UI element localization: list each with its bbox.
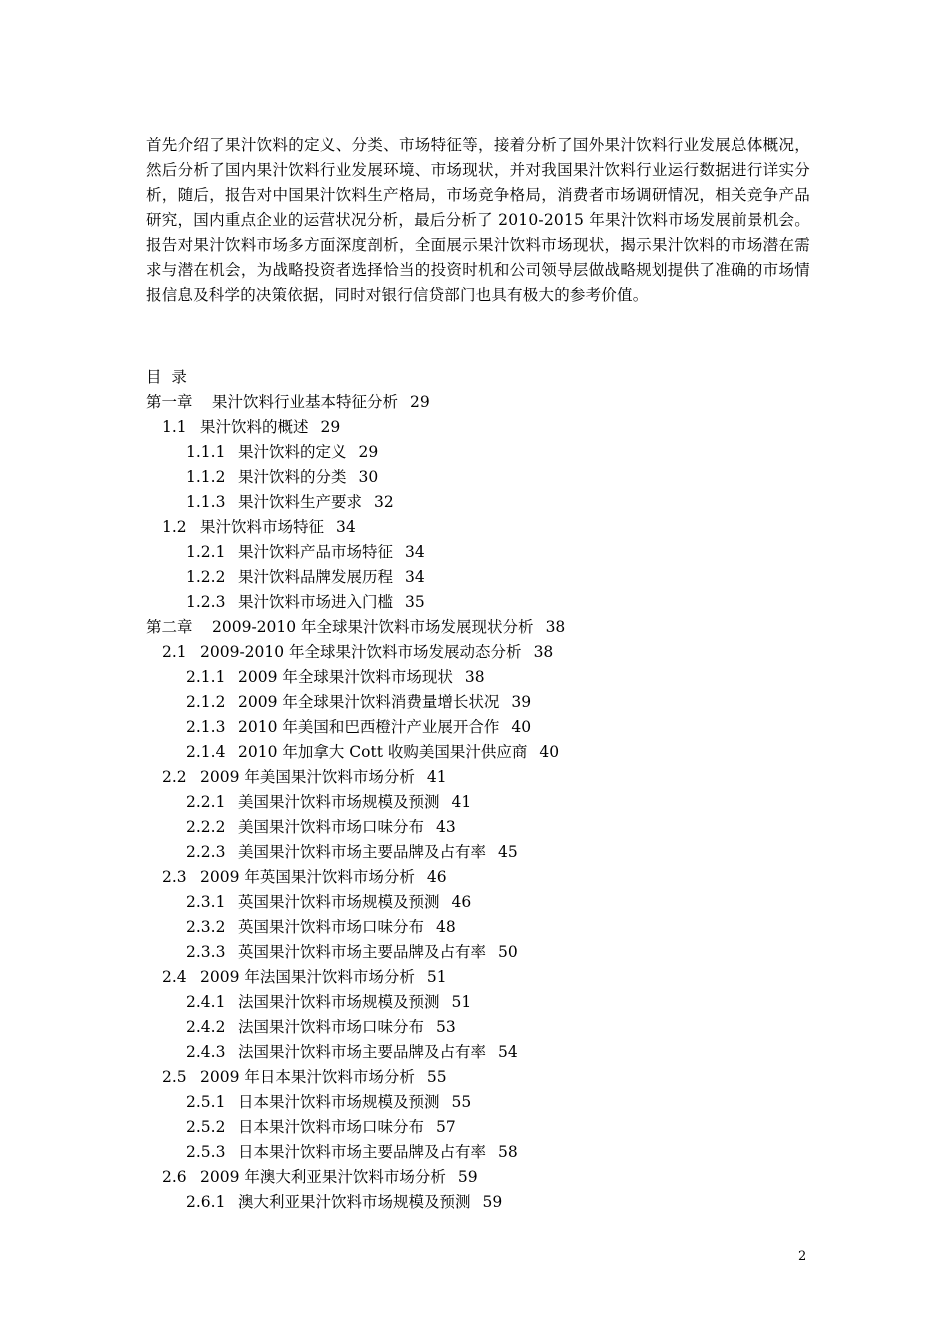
toc-entry-title: 澳大利亚果汁饮料市场规模及预测 bbox=[238, 1193, 471, 1211]
toc-entry-number: 2.6.1 bbox=[186, 1193, 226, 1211]
toc-entry-number: 2.4.2 bbox=[186, 1018, 226, 1036]
toc-entry-page: 46 bbox=[451, 893, 472, 911]
toc-entry-number: 第一章 bbox=[146, 393, 193, 411]
toc-entry-number: 2.5 bbox=[162, 1068, 187, 1086]
toc-entry-page: 48 bbox=[436, 918, 456, 936]
toc-entry-title: 2009-2010 年全球果汁饮料市场发展现状分析 bbox=[212, 618, 534, 636]
toc-entry[interactable] bbox=[146, 890, 806, 915]
toc-entry[interactable] bbox=[146, 690, 806, 715]
toc-entry-title: 美国果汁饮料市场口味分布 bbox=[238, 818, 425, 836]
toc-entry-page: 43 bbox=[436, 818, 456, 836]
toc-entry[interactable] bbox=[146, 540, 806, 565]
toc-entry-title: 美国果汁饮料市场规模及预测 bbox=[238, 793, 440, 811]
toc-entry[interactable] bbox=[146, 665, 806, 690]
toc-entry-page: 29 bbox=[410, 393, 430, 411]
toc-entry[interactable] bbox=[146, 565, 806, 590]
toc-entry-title: 2009 年日本果汁饮料市场分析 bbox=[200, 1068, 415, 1086]
toc-entry-page: 40 bbox=[511, 718, 532, 736]
toc-entry-title: 果汁饮料市场进入门槛 bbox=[238, 593, 394, 611]
toc-entry-title: 果汁饮料的定义 bbox=[238, 443, 347, 461]
toc-list bbox=[146, 390, 806, 1215]
toc-entry[interactable] bbox=[146, 490, 806, 515]
toc-entry-number: 2.1.4 bbox=[186, 743, 226, 761]
toc-entry-number: 2.3.1 bbox=[186, 893, 226, 911]
toc-entry-title: 果汁饮料品牌发展历程 bbox=[238, 568, 394, 586]
toc-entry[interactable] bbox=[146, 940, 806, 965]
toc-entry-page: 29 bbox=[320, 418, 341, 436]
toc-entry[interactable] bbox=[146, 740, 806, 765]
toc-entry-number: 2.3.3 bbox=[186, 943, 226, 961]
toc-entry-page: 34 bbox=[405, 568, 425, 586]
toc-entry-page: 30 bbox=[358, 468, 379, 486]
toc-entry-page: 59 bbox=[457, 1168, 478, 1186]
toc-entry-number: 2.3.2 bbox=[186, 918, 226, 936]
toc-entry-title: 法国果汁饮料市场主要品牌及占有率 bbox=[238, 1043, 487, 1061]
toc-entry[interactable] bbox=[146, 765, 806, 790]
toc-entry-title: 果汁饮料的概述 bbox=[200, 418, 309, 436]
toc-entry-page: 38 bbox=[464, 668, 485, 686]
toc-entry[interactable] bbox=[146, 1190, 806, 1215]
toc-entry-page: 55 bbox=[426, 1068, 447, 1086]
toc-entry[interactable] bbox=[146, 615, 806, 640]
page-number: 2 bbox=[798, 1249, 807, 1264]
toc-entry-number: 2.1.3 bbox=[186, 718, 226, 736]
toc-entry-page: 59 bbox=[482, 1193, 503, 1211]
toc-entry[interactable] bbox=[146, 1140, 806, 1165]
toc-entry-title: 2009 年美国果汁饮料市场分析 bbox=[200, 768, 415, 786]
toc-entry-number: 2.5.3 bbox=[186, 1143, 226, 1161]
toc-title: 目 录 bbox=[146, 368, 187, 386]
toc-entry-title: 2009 年全球果汁饮料市场现状 bbox=[238, 668, 453, 686]
toc-entry-title: 果汁饮料市场特征 bbox=[200, 518, 325, 536]
toc-entry-title: 日本果汁饮料市场主要品牌及占有率 bbox=[238, 1143, 487, 1161]
toc-entry-number: 1.1.3 bbox=[186, 493, 226, 511]
toc-entry-number: 1.1.2 bbox=[186, 468, 226, 486]
toc-entry[interactable] bbox=[146, 1040, 806, 1065]
toc-entry-title: 英国果汁饮料市场口味分布 bbox=[238, 918, 425, 936]
toc-entry[interactable] bbox=[146, 815, 806, 840]
toc-entry-title: 美国果汁饮料市场主要品牌及占有率 bbox=[238, 843, 487, 861]
toc-entry-number: 2.2.1 bbox=[186, 793, 226, 811]
toc-entry-page: 51 bbox=[451, 993, 472, 1011]
toc-entry-number: 1.1 bbox=[162, 418, 187, 436]
toc-entry[interactable] bbox=[146, 390, 806, 415]
toc-entry-title: 果汁饮料产品市场特征 bbox=[238, 543, 394, 561]
toc-entry[interactable] bbox=[146, 515, 806, 540]
toc-entry-page: 38 bbox=[533, 643, 554, 661]
toc-entry-number: 1.2.3 bbox=[186, 593, 226, 611]
toc-entry-number: 2.6 bbox=[162, 1168, 187, 1186]
toc-entry-number: 1.2.2 bbox=[186, 568, 226, 586]
toc-entry[interactable] bbox=[146, 965, 806, 990]
toc-entry[interactable] bbox=[146, 1015, 806, 1040]
toc-entry-title: 英国果汁饮料市场规模及预测 bbox=[238, 893, 440, 911]
toc-entry[interactable] bbox=[146, 440, 806, 465]
toc-entry-page: 57 bbox=[436, 1118, 456, 1136]
toc-entry-title: 日本果汁饮料市场规模及预测 bbox=[238, 1093, 440, 1111]
toc-entry-page: 46 bbox=[426, 868, 447, 886]
toc-entry-page: 55 bbox=[451, 1093, 472, 1111]
toc-entry-page: 58 bbox=[498, 1143, 518, 1161]
toc-entry-number: 第二章 bbox=[146, 618, 193, 636]
toc-entry[interactable] bbox=[146, 865, 806, 890]
toc-entry-title: 2009 年法国果汁饮料市场分析 bbox=[200, 968, 415, 986]
toc-entry-page: 41 bbox=[426, 768, 447, 786]
toc-entry-number: 2.2.2 bbox=[186, 818, 226, 836]
toc-entry-number: 2.4.1 bbox=[186, 993, 226, 1011]
toc-entry-title: 果汁饮料生产要求 bbox=[238, 493, 363, 511]
table-of-contents bbox=[146, 365, 806, 1215]
toc-entry[interactable] bbox=[146, 1165, 806, 1190]
toc-entry-page: 34 bbox=[336, 518, 356, 536]
toc-entry-number: 2.4.3 bbox=[186, 1043, 226, 1061]
toc-entry[interactable] bbox=[146, 640, 806, 665]
toc-entry[interactable] bbox=[146, 915, 806, 940]
toc-entry-number: 2.5.2 bbox=[186, 1118, 226, 1136]
toc-entry-title: 果汁饮料的分类 bbox=[238, 468, 347, 486]
toc-entry-title: 果汁饮料行业基本特征分析 bbox=[212, 393, 399, 411]
toc-entry-number: 1.1.1 bbox=[186, 443, 226, 461]
toc-entry-page: 40 bbox=[539, 743, 560, 761]
toc-entry-title: 2010 年加拿大 Cott 收购美国果汁供应商 bbox=[238, 743, 528, 761]
toc-entry-title: 2009 年全球果汁饮料消费量增长状况 bbox=[238, 693, 500, 711]
toc-entry-number: 2.1 bbox=[162, 643, 187, 661]
toc-entry-number: 2.1.1 bbox=[186, 668, 226, 686]
toc-entry-page: 45 bbox=[498, 843, 518, 861]
toc-entry-page: 32 bbox=[374, 493, 394, 511]
toc-entry-title: 2009-2010 年全球果汁饮料市场发展动态分析 bbox=[200, 643, 522, 661]
toc-entry-title: 法国果汁饮料市场口味分布 bbox=[238, 1018, 425, 1036]
toc-entry[interactable] bbox=[146, 840, 806, 865]
toc-entry-number: 1.2 bbox=[162, 518, 187, 536]
toc-entry[interactable] bbox=[146, 715, 806, 740]
toc-entry-page: 41 bbox=[451, 793, 472, 811]
toc-entry[interactable] bbox=[146, 465, 806, 490]
toc-entry-page: 35 bbox=[405, 593, 425, 611]
toc-entry-number: 2.1.2 bbox=[186, 693, 226, 711]
toc-entry-page: 29 bbox=[358, 443, 379, 461]
toc-entry-number: 2.4 bbox=[162, 968, 187, 986]
toc-entry[interactable] bbox=[146, 1090, 806, 1115]
toc-entry-page: 50 bbox=[498, 943, 518, 961]
toc-entry-page: 51 bbox=[426, 968, 447, 986]
toc-entry-page: 38 bbox=[545, 618, 566, 636]
toc-entry-number: 2.2.3 bbox=[186, 843, 226, 861]
toc-entry[interactable] bbox=[146, 1115, 806, 1140]
toc-entry-number: 2.2 bbox=[162, 768, 187, 786]
toc-entry-number: 2.3 bbox=[162, 868, 187, 886]
toc-entry-title: 2009 年英国果汁饮料市场分析 bbox=[200, 868, 415, 886]
toc-entry-title: 法国果汁饮料市场规模及预测 bbox=[238, 993, 440, 1011]
toc-entry[interactable] bbox=[146, 990, 806, 1015]
toc-entry-number: 1.2.1 bbox=[186, 543, 226, 561]
toc-entry-page: 34 bbox=[405, 543, 425, 561]
toc-entry-title: 2009 年澳大利亚果汁饮料市场分析 bbox=[200, 1168, 446, 1186]
toc-entry-page: 39 bbox=[511, 693, 532, 711]
intro-paragraph: 首先介绍了果汁饮料的定义、分类、市场特征等，接着分析了国外果汁饮料行业发展总体概况，然后分析了国内果汁饮料行业发展环境、市场现状，并对我国果汁饮料行业运行数据进行详实分析，随后，报告对中国果汁饮料生产格局，市场竞争格局，消费者市场调研情况，相关竞争产品研究，国内重点企业的运营状况分析，最后分析了 2010-2015 年果汁饮料市场发展前景机会。报告对果汁饮料市场多方面深度剖析，全面展示果汁饮料市场现状，揭示果汁饮料的市场潜在需求与潜在机会，为战略投资者选择恰当的投资时机和公司领导层做战略规划提供了准确的市场情报信息及科学的决策依据，同时对银行信贷部门也具有极大的参考价值。 bbox=[146, 135, 810, 304]
toc-entry-number: 2.5.1 bbox=[186, 1093, 226, 1111]
toc-entry-title: 2010 年美国和巴西橙汁产业展开合作 bbox=[238, 718, 500, 736]
toc-entry-title: 日本果汁饮料市场口味分布 bbox=[238, 1118, 425, 1136]
toc-entry[interactable] bbox=[146, 1065, 806, 1090]
toc-entry-title: 英国果汁饮料市场主要品牌及占有率 bbox=[238, 943, 487, 961]
toc-entry-page: 54 bbox=[498, 1043, 518, 1061]
toc-entry-page: 53 bbox=[436, 1018, 456, 1036]
toc-entry[interactable] bbox=[146, 415, 806, 440]
toc-entry[interactable] bbox=[146, 790, 806, 815]
toc-entry[interactable] bbox=[146, 590, 806, 615]
